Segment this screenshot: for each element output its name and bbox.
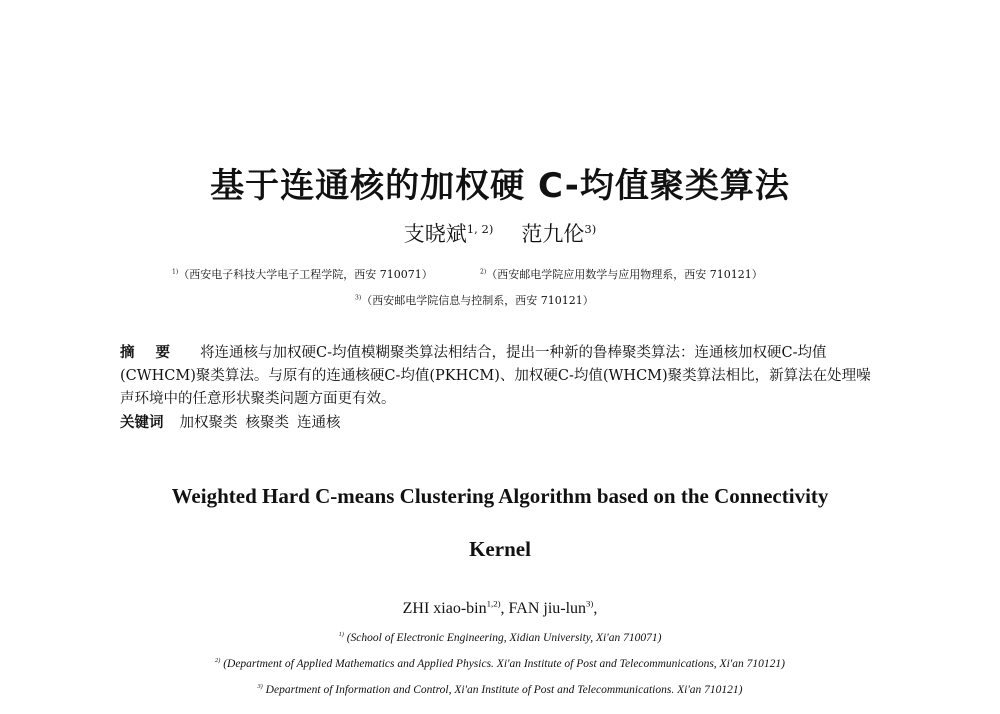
affiliation-text: (School of Electronic Engineering, Xidian University, Xi'an 710071) xyxy=(346,632,662,644)
affiliation-en-1 xyxy=(0,632,1000,644)
abstract-text: 将连通核与加权硬C-均值模糊聚类算法相结合，提出一种新的鲁棒聚类算法：连通核加权硬C-均值(CWHCM)聚类算法。与原有的连通核硬C-均值(PKHCM)、加权硬C-均值(WHCM)聚类算法相比，新算法在处理噪声环境中的任意形状聚类问题方面更有效。 xyxy=(120,345,871,407)
author-list-cn xyxy=(0,218,1000,248)
author-name-en: ZHI xiao-bin xyxy=(402,600,487,617)
affiliation-text: （西安电子科技大学电子工程学院，西安 710071） xyxy=(178,268,433,281)
affiliation-superscript: 2) xyxy=(215,657,221,665)
keywords-line xyxy=(120,411,880,435)
affiliation-superscript: 3) xyxy=(355,294,362,302)
affiliation-text: （西安邮电学院信息与控制系，西安 710121） xyxy=(361,294,594,307)
affiliation-superscript: 1) xyxy=(338,631,344,639)
affiliation-cn-1 xyxy=(172,266,433,282)
author-name-en: FAN jiu-lun xyxy=(508,600,587,617)
keyword: 加权聚类 xyxy=(179,415,238,431)
keyword: 核聚类 xyxy=(245,415,289,431)
affiliation-superscript: 3) xyxy=(257,683,263,691)
affiliation-cn-2 xyxy=(480,266,763,282)
paper-title-en-line2: Kernel xyxy=(469,537,531,561)
abstract-paragraph xyxy=(120,341,880,411)
affiliation-text: (Department of Applied Mathematics and Applied Physics. Xi'an Institute of Post and Telecommunications, Xi'an 710121) xyxy=(223,658,785,670)
author-name-cn: 范九伦 xyxy=(521,222,585,246)
affiliation-en-3 xyxy=(0,684,1000,696)
keyword: 连通核 xyxy=(297,415,341,431)
affiliation-superscript: 2) xyxy=(480,268,487,276)
keywords-label: 关键词 xyxy=(120,414,164,431)
paper-title-cn: 基于连通核的加权硬 C-均值聚类算法 xyxy=(210,166,790,206)
affiliation-text: Department of Information and Control, Xi'an Institute of Post and Telecommunications. Xi'an 710121) xyxy=(265,684,743,696)
abstract-label: 摘 要 xyxy=(120,344,179,361)
affiliation-text: （西安邮电学院应用数学与应用物理系，西安 710121） xyxy=(486,268,763,281)
author-superscript: 1,2) xyxy=(486,598,501,609)
author-superscript: 3) xyxy=(586,598,594,609)
author-superscript: 1, 2) xyxy=(466,222,494,236)
author-list-en: ZHI xiao-bin$^{1,2)}$, FAN jiu-lun$^{3)}$, xyxy=(402,598,598,617)
affiliation-en-2 xyxy=(0,658,1000,670)
affiliation-superscript: 1) xyxy=(172,268,179,276)
author-superscript: 3) xyxy=(584,222,597,236)
abstract-block-cn xyxy=(120,341,880,435)
affiliation-cn-3 xyxy=(355,292,594,308)
author-name-cn: 支晓斌 xyxy=(403,222,467,246)
paper-title-en-line1: Weighted Hard C-means Clustering Algorithm based on the Connectivity xyxy=(171,484,829,508)
